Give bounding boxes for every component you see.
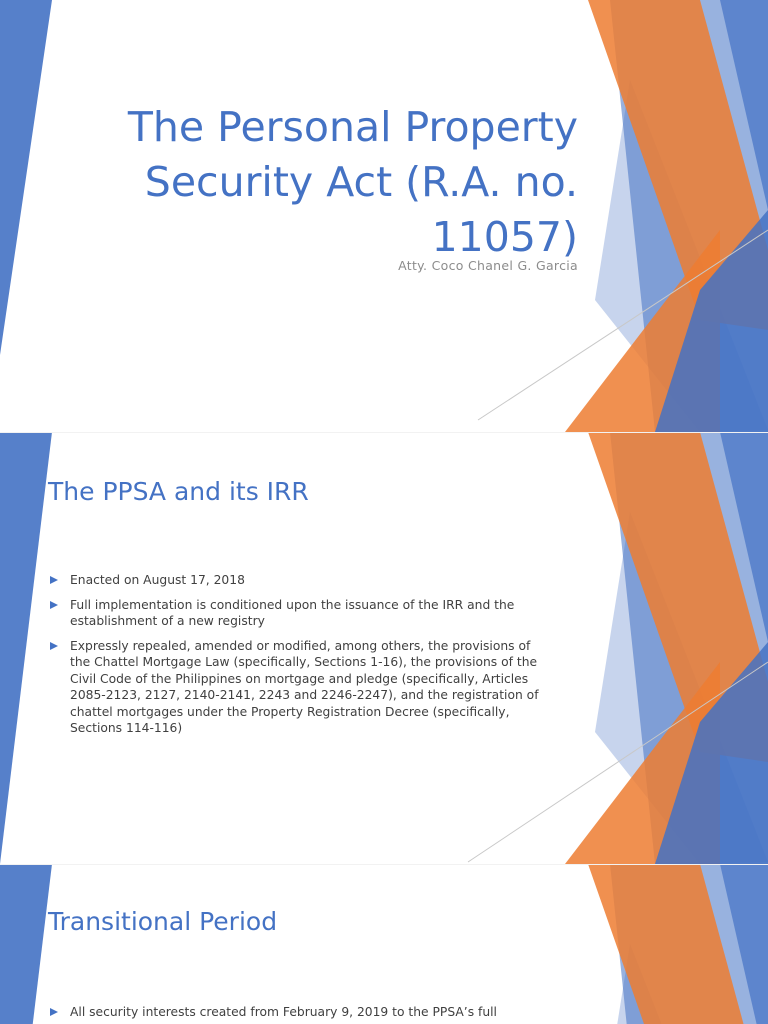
list-item <box>48 1004 553 1021</box>
list-item <box>48 597 553 630</box>
bullet-text: All security interests created from February 9, 2019 to the PPSA’s full <box>70 1005 497 1019</box>
bullet-text: Expressly repealed, amended or modified, among others, the provisions of the Chattel Mortgage Law (specifically, Sections 1-16), the provisions of the Civil Code of the Philippines on mortgage and pledge (specifically, Articles 2085-2123, 2127, 2140-2141, 2243 and 2246-2247), and the registration of chattel mortgages under the Property Registration Decree (specifically, Sections 114-116) <box>70 638 539 735</box>
bullet-text: Full implementation is conditioned upon the issuance of the IRR and the establishment of a new registry <box>70 597 515 628</box>
decorative-shapes <box>0 864 768 1024</box>
triangle-right-icon <box>50 642 58 650</box>
content-slide-ppsa <box>0 432 768 864</box>
slide-divider <box>0 864 768 865</box>
title-slide <box>0 0 768 432</box>
presenter-name: Atty. Coco Chanel G. Garcia <box>398 258 578 273</box>
triangle-right-icon <box>50 601 58 609</box>
bullet-text: Enacted on August 17, 2018 <box>70 573 245 587</box>
content-slide-transitional <box>0 864 768 1024</box>
triangle-right-icon <box>50 576 58 584</box>
bullet-list <box>48 1004 553 1024</box>
triangle-right-icon <box>50 1008 58 1016</box>
slide-title: Transitional Period <box>48 907 278 936</box>
slide-title: The Personal Property Security Act (R.A. no. 11057) <box>127 103 578 261</box>
slide-title: The PPSA and its IRR <box>48 477 309 506</box>
list-item <box>48 638 553 737</box>
list-item <box>48 572 553 589</box>
bullet-list <box>48 572 553 745</box>
slide-divider <box>0 432 768 433</box>
